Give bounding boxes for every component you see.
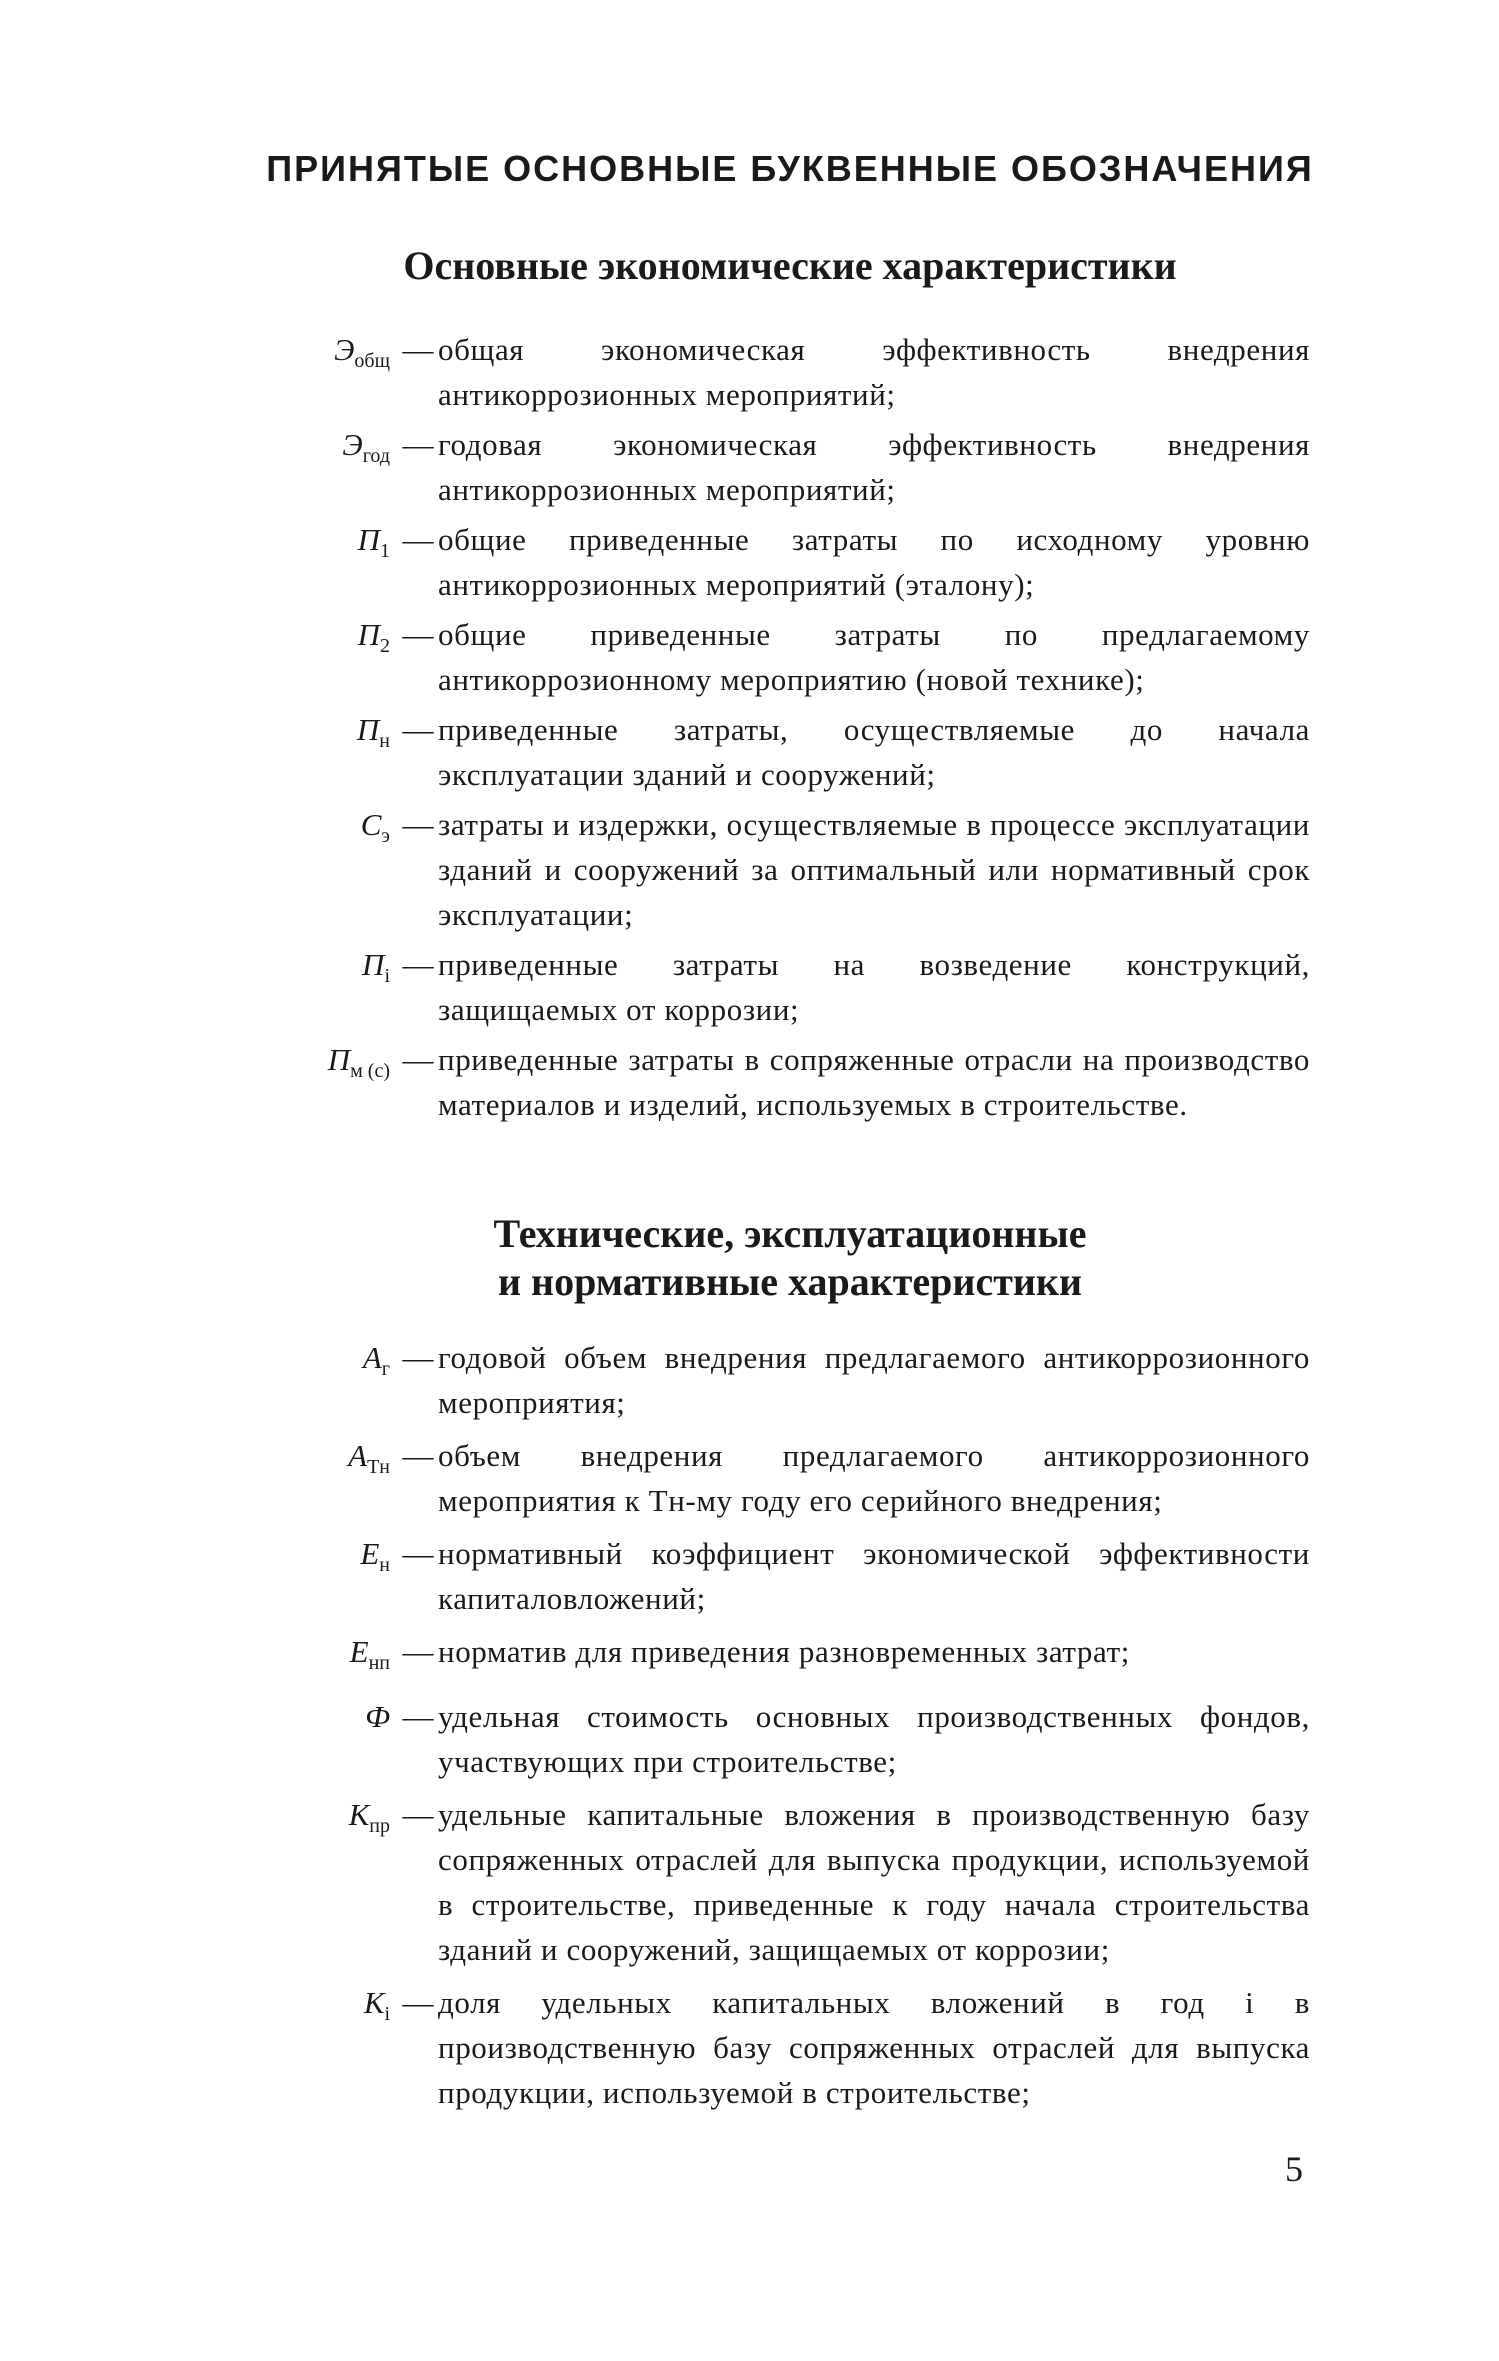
symbol: $А_г$	[362, 1340, 390, 1381]
symbol-definition: затраты и издержки, осуществляемые в процессе эксплуатации зданий и сооружений за оптимальный или нормативный срок эксплуатации;	[438, 807, 1310, 932]
symbol: $Э_{год}$	[342, 427, 390, 468]
section-title-line: и нормативные характеристики	[497, 1259, 1082, 1304]
symbol-definition: приведенные затраты, осуществляемые до начала эксплуатации зданий и сооружений;	[438, 712, 1310, 792]
symbol-definition: норматив для приведения разновременных затрат;	[438, 1634, 1130, 1669]
technical-symbols-list	[200, 1335, 1310, 2123]
symbol: Ф	[365, 1699, 390, 1735]
symbol: $П_2$	[357, 617, 390, 658]
symbol-entry	[200, 1335, 1310, 1425]
symbol: $С_э$	[360, 807, 390, 848]
symbol-entry	[200, 517, 1310, 607]
symbol-definition: удельные капитальные вложения в производственную базу сопряженных отраслей для выпуска продукции, используемой в строительстве, приведенные к году начала строительства зданий и сооружений, защищаемых от коррозии;	[438, 1797, 1310, 1968]
symbol-entry	[200, 942, 1310, 1032]
symbol: $А_{Тн}$	[348, 1438, 390, 1479]
symbol-definition: объем внедрения предлагаемого антикоррозионного мероприятия к Тн-му году его серийного внедрения;	[438, 1438, 1310, 1518]
symbol-entry	[200, 1037, 1310, 1127]
symbol-entry	[200, 1694, 1310, 1784]
dash: —	[402, 947, 434, 982]
symbol: $П_н$	[356, 712, 390, 753]
symbol: $П_i$	[362, 947, 390, 988]
symbol-entry	[200, 1433, 1310, 1523]
dash: —	[402, 1634, 434, 1669]
economic-symbols-list	[200, 327, 1310, 1132]
symbol-definition: годовая экономическая эффективность внедрения антикоррозионных мероприятий;	[438, 427, 1310, 507]
dash: —	[402, 1340, 434, 1375]
dash: —	[402, 1699, 434, 1735]
section-title-economic: Основные экономические характеристики	[403, 243, 1177, 288]
dash: —	[402, 1985, 434, 2021]
symbol-definition: приведенные затраты на возведение конструкций, защищаемых от коррозии;	[438, 947, 1310, 1027]
symbol: $Э_{общ}$	[334, 332, 390, 373]
symbol-entry	[200, 1531, 1310, 1621]
symbol-definition: общая экономическая эффективность внедрения антикоррозионных мероприятий;	[438, 332, 1310, 412]
symbol-definition: приведенные затраты в сопряженные отрасли на производство материалов и изделий, используемых в строительстве.	[438, 1042, 1310, 1122]
dash: —	[402, 712, 434, 747]
section-title-technical	[250, 1210, 1330, 1306]
symbol-definition: доля удельных капитальных вложений в год i в производственную базу сопряженных отраслей для выпуска продукции, используемой в строительстве;	[438, 1985, 1310, 2111]
dash: —	[402, 1797, 434, 1833]
symbol-entry	[200, 707, 1310, 797]
symbol-entry	[200, 422, 1310, 512]
symbol-definition: удельная стоимость основных производственных фондов, участвующих при строительстве;	[438, 1699, 1310, 1780]
symbol-entry	[200, 327, 1310, 417]
page-number: 5	[1285, 2149, 1303, 2189]
dash: —	[402, 1042, 434, 1077]
symbol-entry	[200, 612, 1310, 702]
symbol-definition: общие приведенные затраты по исходному уровню антикоррозионных мероприятий (эталону);	[438, 522, 1310, 602]
symbol-entry	[200, 1629, 1310, 1686]
symbol: $К_{пр}$	[348, 1797, 390, 1838]
section-title-line: Технические, эксплуатационные	[493, 1211, 1087, 1256]
symbol-entry	[200, 1980, 1310, 2115]
dash: —	[402, 522, 434, 557]
symbol-definition: общие приведенные затраты по предлагаемому антикоррозионному мероприятию (новой технике);	[438, 617, 1310, 697]
dash: —	[402, 617, 434, 652]
symbol-entry	[200, 802, 1310, 937]
symbol-entry	[200, 1792, 1310, 1972]
dash: —	[402, 807, 434, 842]
symbol: $П_{м (с)}$	[327, 1042, 390, 1083]
dash: —	[402, 1438, 434, 1473]
dash: —	[402, 332, 434, 367]
symbol: $К_i$	[363, 1985, 390, 2026]
symbol: $Е_н$	[360, 1536, 390, 1577]
dash: —	[402, 1536, 434, 1571]
dash: —	[402, 427, 434, 462]
symbol-definition: годовой объем внедрения предлагаемого антикоррозионного мероприятия;	[438, 1340, 1310, 1420]
symbol: $Е_{нп}$	[349, 1634, 390, 1675]
main-title: ПРИНЯТЫЕ ОСНОВНЫЕ БУКВЕННЫЕ ОБОЗНАЧЕНИЯ	[266, 148, 1314, 189]
symbol-definition: нормативный коэффициент экономической эффективности капиталовложений;	[438, 1536, 1310, 1616]
symbol: $П_1$	[357, 522, 390, 563]
